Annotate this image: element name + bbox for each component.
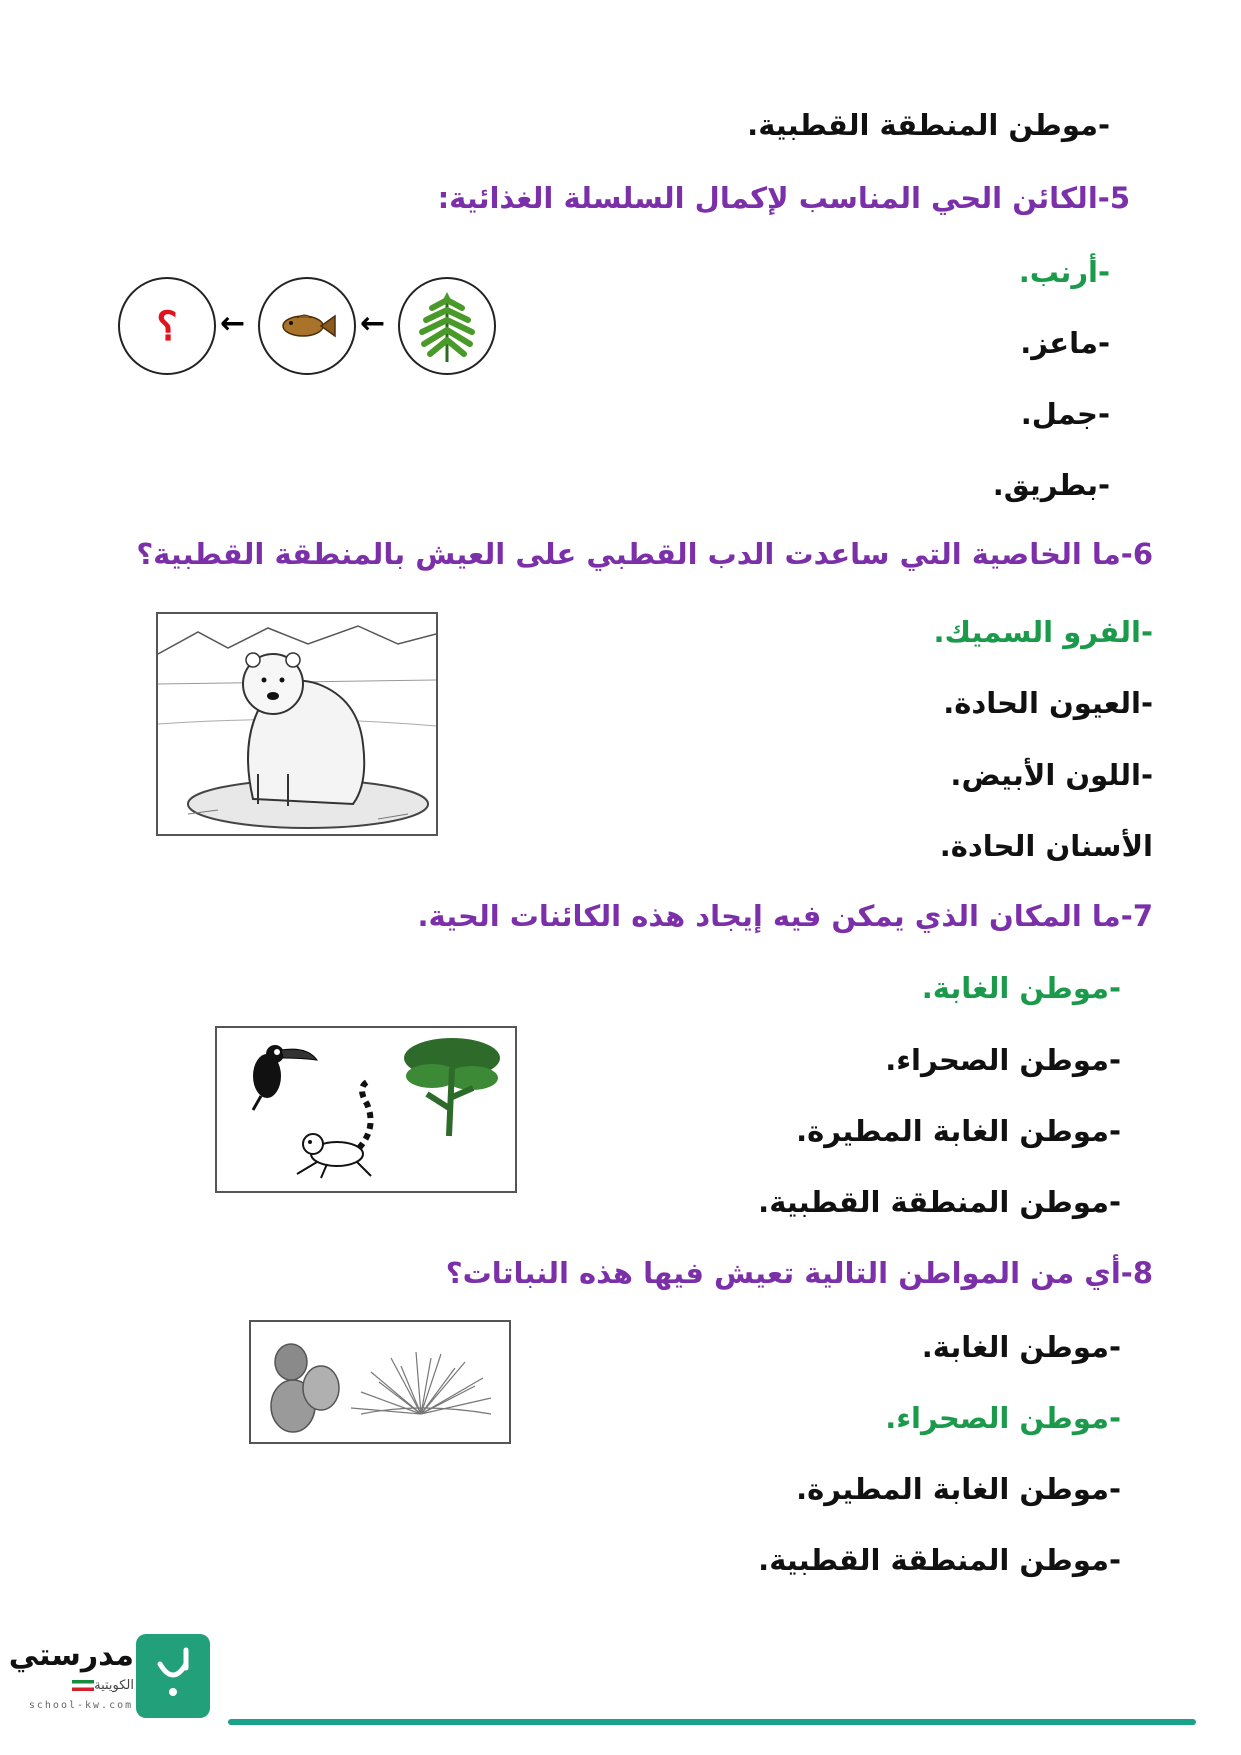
logo-url: school-kw.com (28, 1700, 134, 1711)
answer-option: -اللون الأبيض. (950, 758, 1153, 792)
logo-icon (136, 1634, 210, 1718)
plant-circle (398, 277, 496, 375)
kuwait-flag-icon (72, 1680, 94, 1691)
lemur-icon (297, 1082, 371, 1178)
question-5: 5-الكائن الحي المناسب لإكمال السلسلة الغذائية: (437, 181, 1130, 215)
answer-option: -موطن المنطقة القطبية. (747, 108, 1110, 142)
logo-name: مدرستي (8, 1638, 134, 1673)
desert-plants-image (249, 1320, 511, 1444)
answer-option: -العيون الحادة. (943, 686, 1153, 720)
fish-icon (277, 308, 337, 344)
food-chain-diagram (118, 275, 498, 375)
question-8: 8-أي من المواطن التالية تعيش فيها هذه النباتات؟ (445, 1256, 1153, 1290)
answer-option: -ماعز. (1020, 326, 1110, 360)
answer-option: -موطن المنطقة القطبية. (758, 1185, 1121, 1219)
polar-bear-image (156, 612, 438, 836)
answer-option: -موطن الغابة. (921, 1330, 1121, 1364)
logo-subtitle-text: الكويتية (94, 1678, 134, 1693)
answer-option: -موطن الصحراء. (885, 1043, 1121, 1077)
answer-option: -موطن المنطقة القطبية. (758, 1543, 1121, 1577)
question-7: 7-ما المكان الذي يمكن فيه إيجاد هذه الكائنات الحية. (417, 899, 1153, 933)
answer-option: -بطريق. (992, 468, 1110, 502)
answer-option-correct: -الفرو السميك. (933, 615, 1153, 649)
answer-option-correct: -موطن الصحراء. (885, 1401, 1121, 1435)
unknown-organism-circle (118, 277, 216, 375)
plant-icon (412, 286, 482, 366)
answer-option: -موطن الغابة المطيرة. (796, 1472, 1121, 1506)
answer-option-correct: -أرنب. (1018, 255, 1110, 289)
rainforest-creatures-image (215, 1026, 517, 1193)
answer-option: -جمل. (1020, 397, 1110, 431)
logo-subtitle (26, 1678, 134, 1693)
tree-icon (404, 1038, 500, 1136)
question-mark-icon: ؟ (156, 302, 178, 350)
toucan-icon (253, 1045, 317, 1110)
arrow-left-icon: ← (360, 306, 386, 341)
fish-circle (258, 277, 356, 375)
arrow-left-icon: ← (220, 306, 246, 341)
desert-shrub-icon (351, 1352, 491, 1414)
answer-option: الأسنان الحادة. (939, 829, 1153, 863)
answer-option-correct: -موطن الغابة. (921, 971, 1121, 1005)
answer-option: -موطن الغابة المطيرة. (796, 1114, 1121, 1148)
footer-rule (228, 1719, 1196, 1725)
cactus-icon (271, 1344, 339, 1432)
question-6: 6-ما الخاصية التي ساعدت الدب القطبي على العيش بالمنطقة القطبية؟ (136, 537, 1153, 571)
